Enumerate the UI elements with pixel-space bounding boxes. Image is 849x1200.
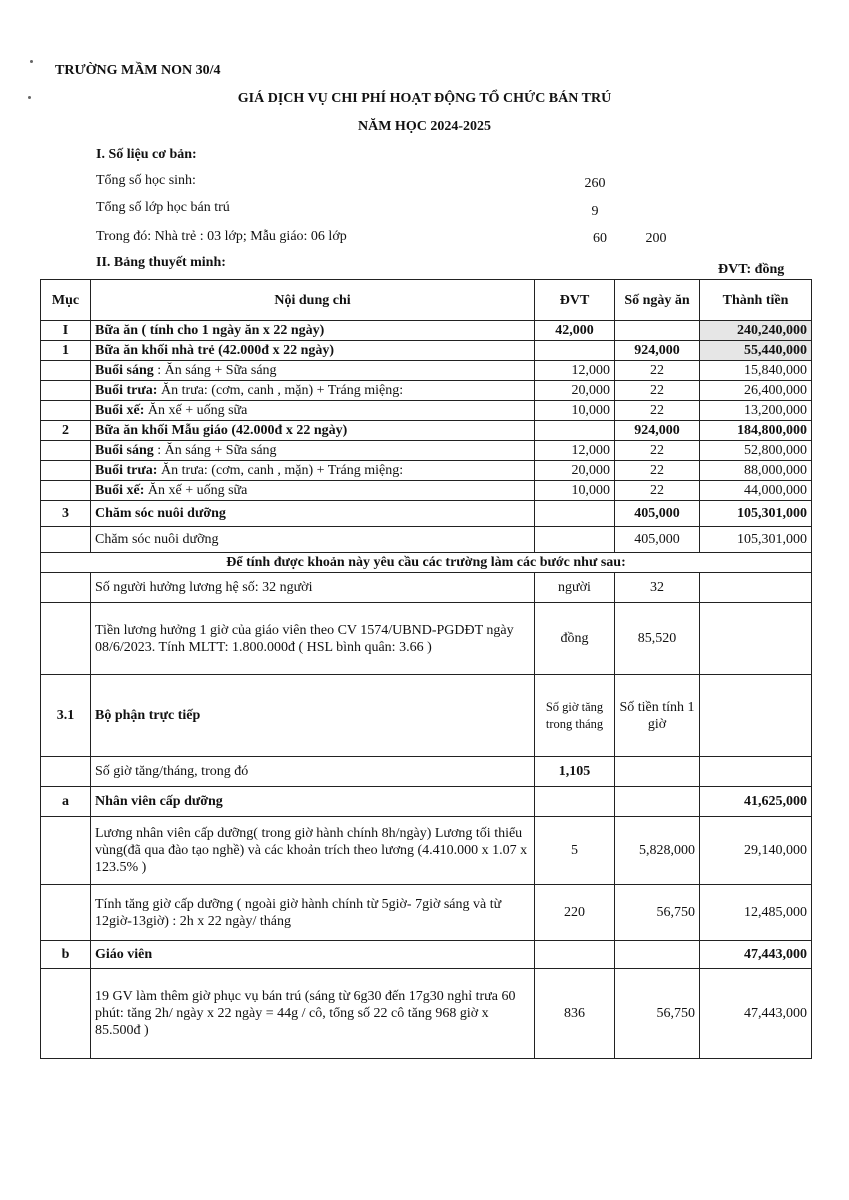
table-row (41, 341, 812, 361)
cell-days: 22 (615, 461, 700, 481)
cell-muc (41, 401, 91, 421)
instruction-row: Để tính được khoản này yêu cầu các trường làm các bước như sau: (41, 553, 812, 573)
cell-days: 22 (615, 361, 700, 381)
school-year: NĂM HỌC 2024-2025 (358, 119, 491, 134)
table-row (41, 361, 812, 381)
cell-unit: Số giờ tăng trong tháng (535, 675, 615, 757)
meal-label: Buổi xế: (95, 483, 145, 498)
cell-days (615, 941, 700, 969)
cell-unit: 42,000 (535, 321, 615, 341)
cell-amount: 26,400,000 (700, 381, 812, 401)
school-name: TRƯỜNG MẦM NON 30/4 (55, 63, 221, 78)
cell-days: 85,520 (615, 603, 700, 675)
cell-unit (535, 421, 615, 441)
cell-amount: 184,800,000 (700, 421, 812, 441)
header-muc: Mục (41, 280, 91, 321)
stat-value-students: 260 (584, 176, 606, 191)
cell-unit: 220 (535, 885, 615, 941)
meal-label: Buổi sáng (95, 443, 154, 458)
header-unit: ĐVT (535, 280, 615, 321)
cell-amount (700, 573, 812, 603)
cell-content (91, 361, 535, 381)
table-row (41, 757, 812, 787)
cell-amount: 105,301,000 (700, 501, 812, 527)
cell-unit (535, 341, 615, 361)
cell-muc (41, 461, 91, 481)
cell-unit: 20,000 (535, 381, 615, 401)
stat-value-kindergarten: 200 (645, 231, 667, 246)
table-row (41, 501, 812, 527)
table-row (41, 481, 812, 501)
expense-table (40, 279, 812, 1059)
section-2-title: II. Bảng thuyết minh: (96, 255, 226, 270)
table-row (41, 441, 812, 461)
cell-content: Tính tăng giờ cấp dưỡng ( ngoài giờ hành chính từ 5giờ- 7giờ sáng và từ 12giờ-13giờ) : 2h x 22 ngày/ tháng (91, 885, 535, 941)
document-title: GIÁ DỊCH VỤ CHI PHÍ HOẠT ĐỘNG TỔ CHỨC BÁN TRÚ (237, 91, 612, 106)
cell-unit: 12,000 (535, 441, 615, 461)
meal-detail: Ăn trưa: (cơm, canh , mặn) + Tráng miệng: (157, 383, 404, 398)
cell-amount: 44,000,000 (700, 481, 812, 501)
cell-amount: 13,200,000 (700, 401, 812, 421)
stat-label-students: Tổng số học sinh: (96, 173, 196, 188)
cell-unit: 20,000 (535, 461, 615, 481)
cell-days (615, 787, 700, 817)
cell-unit: 1,105 (535, 757, 615, 787)
cell-muc: 3 (41, 501, 91, 527)
cell-content (91, 441, 535, 461)
cell-days: 924,000 (615, 341, 700, 361)
table-row (41, 941, 812, 969)
table-row (41, 969, 812, 1059)
cell-muc: 2 (41, 421, 91, 441)
cell-amount: 12,485,000 (700, 885, 812, 941)
cell-amount: 15,840,000 (700, 361, 812, 381)
cell-days: 22 (615, 381, 700, 401)
meal-label: Buổi xế: (95, 403, 145, 418)
cell-content: Lương nhân viên cấp dưỡng( trong giờ hành chính 8h/ngày) Lương tối thiểu vùng(đã qua đào tạo nghề) và các khoản trích theo lương (4.410.000 x 1.07 x 123.5% ) (91, 817, 535, 885)
cell-days: 405,000 (615, 527, 700, 553)
cell-amount: 29,140,000 (700, 817, 812, 885)
stat-label-breakdown: Trong đó: Nhà trẻ : 03 lớp; Mẫu giáo: 06 lớp (96, 229, 347, 244)
cell-unit: 10,000 (535, 481, 615, 501)
cell-days: 405,000 (615, 501, 700, 527)
header-days: Số ngày ăn (615, 280, 700, 321)
cell-days: 22 (615, 481, 700, 501)
cell-muc (41, 441, 91, 461)
cell-muc: I (41, 321, 91, 341)
cell-content: Giáo viên (91, 941, 535, 969)
cell-muc (41, 381, 91, 401)
cell-unit: đồng (535, 603, 615, 675)
cell-unit (535, 941, 615, 969)
cell-unit (535, 501, 615, 527)
cell-content: Bữa ăn khối Mẫu giáo (42.000đ x 22 ngày) (91, 421, 535, 441)
cell-content: 19 GV làm thêm giờ phục vụ bán trú (sáng từ 6g30 đến 17g30 nghỉ trưa 60 phút: tăng 2h/ ngày x 22 ngày = 44g / cô, tổng số 22 cô tăng 968 giờ x 85.500đ ) (91, 969, 535, 1059)
cell-unit: 10,000 (535, 401, 615, 421)
table-row (41, 817, 812, 885)
table-row (41, 573, 812, 603)
stat-value-nursery: 60 (593, 231, 607, 246)
cell-content (91, 481, 535, 501)
scan-speck (30, 60, 33, 63)
cell-muc (41, 885, 91, 941)
meal-detail: Ăn trưa: (cơm, canh , mặn) + Tráng miệng: (157, 463, 404, 478)
cell-muc (41, 757, 91, 787)
meal-detail: : Ăn sáng + Sữa sáng (153, 443, 277, 458)
meal-detail: Ăn xế + uống sữa (144, 483, 248, 498)
meal-detail: : Ăn sáng + Sữa sáng (153, 363, 277, 378)
meal-label: Buổi trưa: (95, 383, 158, 398)
table-row (41, 401, 812, 421)
cell-muc (41, 817, 91, 885)
cell-days: 5,828,000 (615, 817, 700, 885)
table-header-row (41, 280, 812, 321)
cell-amount (700, 675, 812, 757)
table-row (41, 421, 812, 441)
table-row (41, 381, 812, 401)
cell-amount: 105,301,000 (700, 527, 812, 553)
cell-days (615, 321, 700, 341)
cell-content: Số người hưởng lương hệ số: 32 người (91, 573, 535, 603)
meal-label: Buổi trưa: (95, 463, 158, 478)
cell-content: Bữa ăn khối nhà trẻ (42.000đ x 22 ngày) (91, 341, 535, 361)
header-content: Nội dung chi (91, 280, 535, 321)
cell-muc (41, 969, 91, 1059)
cell-days: Số tiền tính 1 giờ (615, 675, 700, 757)
cell-days: 56,750 (615, 969, 700, 1059)
cell-unit: 5 (535, 817, 615, 885)
cell-unit (535, 787, 615, 817)
cell-amount: 47,443,000 (700, 969, 812, 1059)
table-row (41, 675, 812, 757)
cell-amount: 240,240,000 (700, 321, 812, 341)
cell-amount: 88,000,000 (700, 461, 812, 481)
cell-content: Số giờ tăng/tháng, trong đó (91, 757, 535, 787)
stat-value-classes: 9 (591, 204, 599, 219)
meal-detail: Ăn xế + uống sữa (144, 403, 248, 418)
table-row (41, 787, 812, 817)
table-row (41, 461, 812, 481)
cell-muc (41, 527, 91, 553)
cell-content: Tiền lương hưởng 1 giờ của giáo viên theo CV 1574/UBND-PGDĐT ngày 08/6/2023. Tính MLTT: 1.800.000đ ( HSL bình quân: 3.66 ) (91, 603, 535, 675)
cell-content: Bữa ăn ( tính cho 1 ngày ăn x 22 ngày) (91, 321, 535, 341)
cell-days: 32 (615, 573, 700, 603)
meal-label: Buổi sáng (95, 363, 154, 378)
cell-content (91, 381, 535, 401)
cell-muc (41, 481, 91, 501)
cell-content (91, 401, 535, 421)
table-row (41, 321, 812, 341)
table-row (41, 527, 812, 553)
table-row (41, 603, 812, 675)
cell-unit: 836 (535, 969, 615, 1059)
cell-amount: 52,800,000 (700, 441, 812, 461)
cell-amount: 41,625,000 (700, 787, 812, 817)
cell-amount: 47,443,000 (700, 941, 812, 969)
cell-unit (535, 527, 615, 553)
cell-content: Nhân viên cấp dưỡng (91, 787, 535, 817)
cell-unit: 12,000 (535, 361, 615, 381)
cell-muc: 1 (41, 341, 91, 361)
table-row (41, 553, 812, 573)
cell-days: 924,000 (615, 421, 700, 441)
section-1-title: I. Số liệu cơ bản: (96, 147, 197, 162)
cell-muc: b (41, 941, 91, 969)
cell-muc (41, 603, 91, 675)
cell-amount (700, 603, 812, 675)
cell-content: Chăm sóc nuôi dưỡng (91, 501, 535, 527)
cell-muc: 3.1 (41, 675, 91, 757)
cell-content (91, 461, 535, 481)
cell-amount (700, 757, 812, 787)
cell-amount: 55,440,000 (700, 341, 812, 361)
cell-days: 22 (615, 441, 700, 461)
cell-days (615, 757, 700, 787)
stat-label-classes: Tổng số lớp học bán trú (96, 200, 230, 215)
cell-muc (41, 573, 91, 603)
cell-content: Chăm sóc nuôi dưỡng (91, 527, 535, 553)
cell-days: 22 (615, 401, 700, 421)
cell-muc (41, 361, 91, 381)
cell-content: Bộ phận trực tiếp (91, 675, 535, 757)
header-amount: Thành tiền (700, 280, 812, 321)
cell-muc: a (41, 787, 91, 817)
cell-days: 56,750 (615, 885, 700, 941)
currency-unit: ĐVT: đồng (718, 262, 785, 277)
cell-unit: người (535, 573, 615, 603)
table-row (41, 885, 812, 941)
